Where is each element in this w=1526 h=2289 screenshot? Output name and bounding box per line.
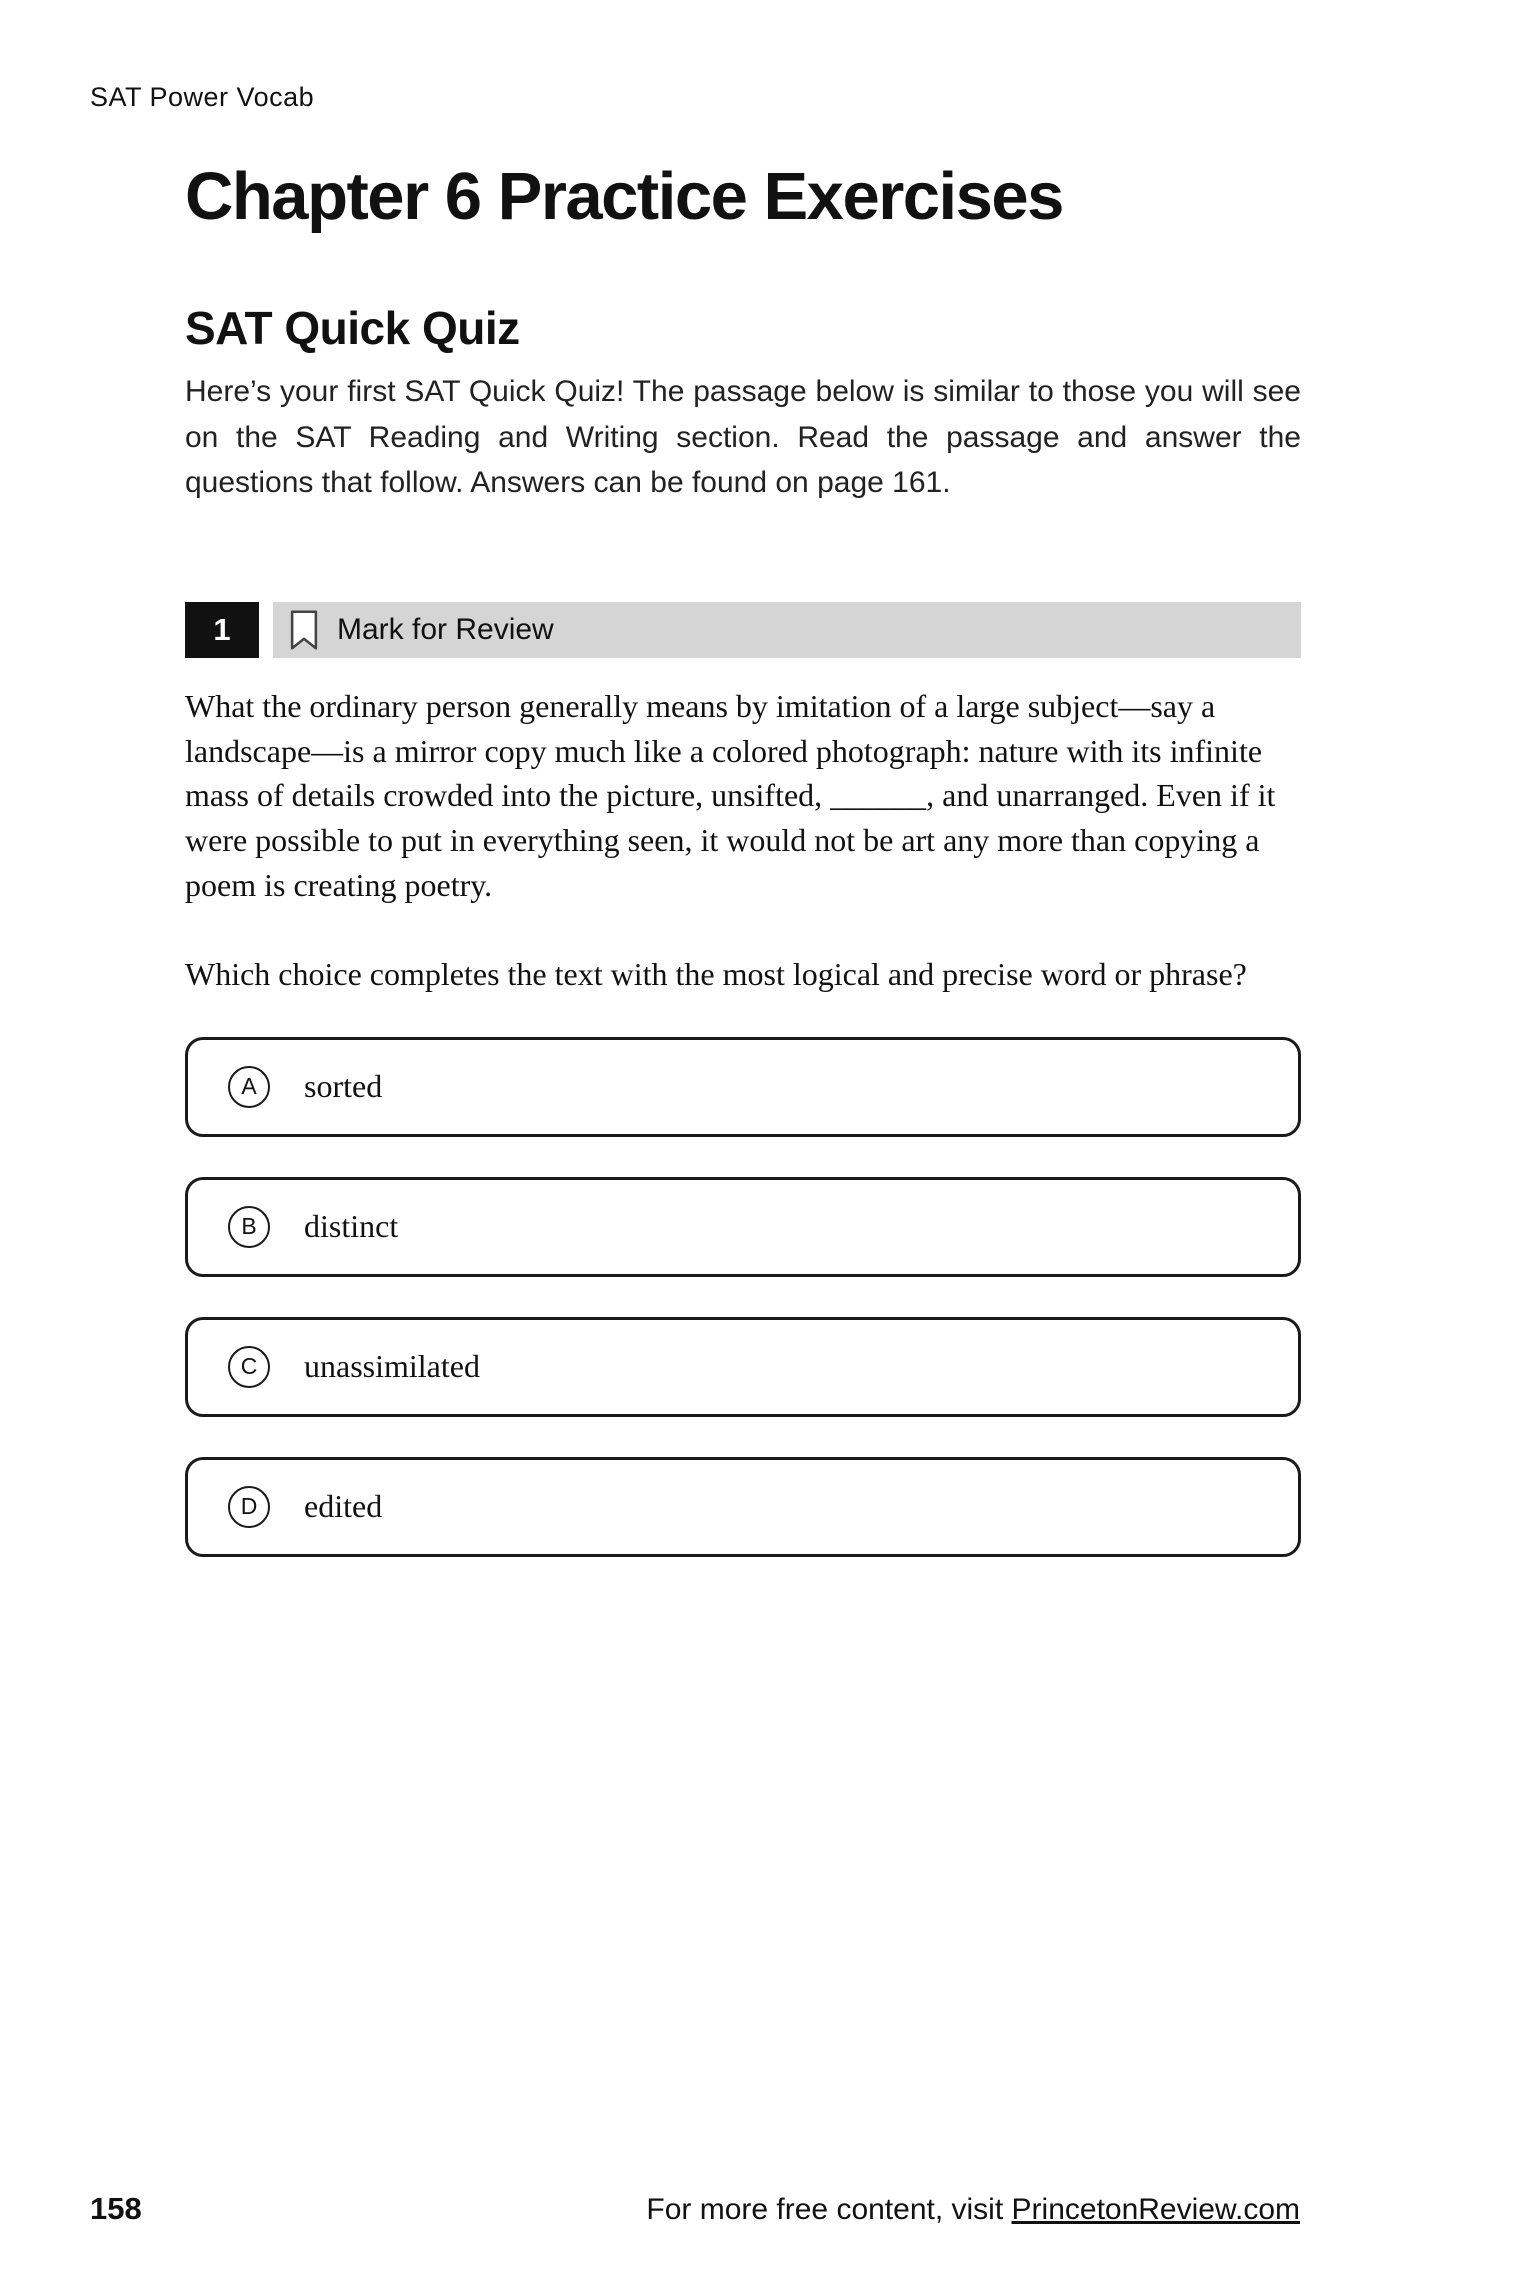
running-header: SAT Power Vocab bbox=[90, 82, 315, 112]
choice-option-d[interactable] bbox=[185, 1457, 1301, 1557]
choice-letter-circle: B bbox=[228, 1206, 270, 1248]
passage-text: What the ordinary person generally means by imitation of a large subject—say a landscape—is a mirror copy much like a colored photograph: nature with its infinite mass of details crowded into the picture, unsifted, ______, and unarranged. Even if it were possible to put in everything seen, it would not be art any more than copying a poem is creating poetry. bbox=[185, 687, 1276, 903]
question-prompt: Which choice completes the text with the most logical and precise word or phrase? bbox=[185, 955, 1247, 992]
bookmark-icon[interactable] bbox=[285, 607, 323, 653]
question-number-badge: 1 bbox=[185, 602, 259, 658]
question-header-bar bbox=[185, 602, 1301, 658]
page-number: 158 bbox=[90, 2191, 142, 2226]
footer-text-prefix: For more free content, visit bbox=[646, 2193, 1012, 2226]
mark-for-review-bar[interactable] bbox=[273, 602, 1301, 658]
footer-link[interactable]: PrincetonReview.com bbox=[1011, 2193, 1300, 2226]
footer-text bbox=[646, 2193, 1300, 2227]
choice-option-c[interactable] bbox=[185, 1317, 1301, 1417]
choice-text: sorted bbox=[304, 1068, 383, 1105]
chapter-title: Chapter 6 Practice Exercises bbox=[185, 159, 1063, 234]
choice-text: edited bbox=[304, 1488, 383, 1525]
intro-paragraph: Here’s your first SAT Quick Quiz! The passage below is similar to those you will see on the SAT Reading and Writing section. Read the passage and answer the questions that follow. Answers can be found on page 161. bbox=[185, 375, 1301, 500]
choice-letter-circle: C bbox=[228, 1346, 270, 1388]
choice-option-a[interactable] bbox=[185, 1037, 1301, 1137]
choice-letter-circle: D bbox=[228, 1486, 270, 1528]
page-content bbox=[185, 158, 1301, 1557]
section-title: SAT Quick Quiz bbox=[185, 302, 520, 354]
choice-text: unassimilated bbox=[304, 1348, 480, 1385]
mark-for-review-label: Mark for Review bbox=[337, 612, 554, 646]
page-footer bbox=[90, 2191, 1300, 2227]
choice-letter-circle: A bbox=[228, 1066, 270, 1108]
choice-text: distinct bbox=[304, 1208, 399, 1245]
choice-option-b[interactable] bbox=[185, 1177, 1301, 1277]
